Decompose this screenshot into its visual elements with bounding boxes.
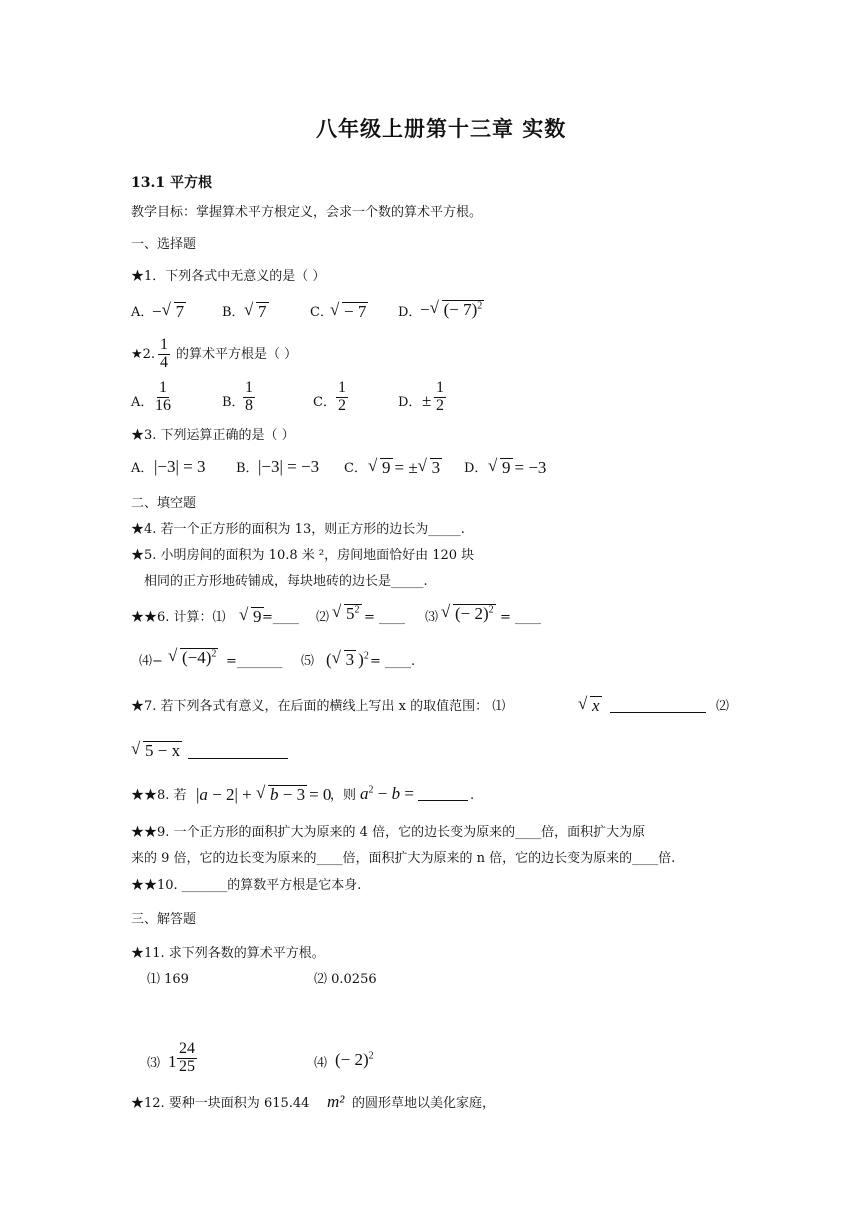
page-title: 八年级上册第十三章 实数: [316, 116, 567, 141]
q11-part3-whole: 1: [168, 1052, 177, 1071]
q6-part5-label: ⑸: [301, 654, 315, 669]
q2-option-d-pm: ±: [422, 391, 432, 410]
q6-part4-label: ⑷−: [139, 654, 163, 669]
q8-blank: [418, 787, 468, 801]
q7-part1-expr: [578, 696, 604, 714]
section-heading: 13.1 平方根: [131, 175, 212, 191]
q1-option-a-label: A．: [131, 305, 154, 320]
q3-option-c-label: C．: [344, 461, 367, 476]
question-9-line1: ★★9. 一个正方形的面积扩大为原来的 4 倍，它的边长变为原来的____倍，面积扩大为原: [131, 825, 646, 840]
q3-option-b-expr: |−3| = −3: [258, 457, 320, 476]
q2-option-a-label: A．: [131, 395, 154, 410]
question-6-stem: ★★6. 计算：⑴: [131, 610, 226, 625]
q1-option-c-label: C．: [310, 305, 333, 320]
q2-option-a-frac: [153, 380, 173, 415]
q6-part5-blank: = ____.: [370, 654, 416, 669]
q7-part1-blank: [610, 699, 706, 713]
q1-option-d-label: D．: [398, 305, 422, 320]
q8-expression-2: $a^2 - b$ =: [360, 784, 414, 803]
q6-part3-blank: = ____: [500, 610, 542, 625]
part-heading-choice: 一、选择题: [131, 237, 197, 252]
q6-part1-expr: √ 9: [239, 607, 266, 625]
q2-c-num: 1: [338, 379, 346, 396]
q11-part3-frac: [177, 1041, 197, 1076]
q2-b-den: 8: [245, 396, 253, 414]
q2-fraction-den: 4: [160, 353, 168, 371]
q2-option-d-label: D．: [398, 395, 422, 410]
q11-part1: ⑴ 169: [147, 972, 189, 987]
q7-part2-blank: [188, 745, 288, 759]
part-heading-answer: 三、解答题: [131, 912, 197, 927]
q3-option-a-label: A．: [131, 461, 154, 476]
q2-option-b-frac: [243, 380, 255, 415]
q11-p3-num: 24: [179, 1040, 195, 1057]
q2-b-num: 1: [245, 379, 253, 396]
q2-fraction-num: 1: [160, 336, 168, 353]
q1-option-d-expr: −√ (− 7)$^2$: [420, 300, 486, 318]
q7-part2-expr: [131, 741, 184, 759]
q8-end: .: [470, 788, 475, 803]
q11-p3-den: 25: [179, 1057, 195, 1075]
question-5-line2: 相同的正方形地砖铺成，每块地砖的边长是_____.: [144, 574, 428, 589]
q2-option-c-label: C．: [313, 395, 336, 410]
q7-part1-radicand: x: [592, 696, 600, 715]
q6-part2-expr: √ $5^2$: [332, 604, 364, 622]
q2-fraction: [158, 337, 170, 372]
question-8-star: ★★8. 若: [131, 788, 187, 803]
q6-part2-label: ⑵: [316, 610, 330, 625]
q8-mid: ，则: [330, 788, 357, 803]
q6-part1-blank: =____: [262, 610, 299, 625]
q6-part2-blank: = ____: [364, 610, 406, 625]
q6-part3-expr: √ (− 2)$^2$: [441, 604, 498, 622]
teaching-objective: 教学目标：掌握算术平方根定义，会求一个数的算术平方根。: [131, 205, 483, 220]
question-4: ★4. 若一个正方形的面积为 13，则正方形的边长为_____.: [131, 522, 465, 537]
q2-c-den: 2: [338, 396, 346, 414]
question-2-stem: 的算术平方根是（ ）: [176, 347, 298, 362]
q6-part4-blank: =_______: [226, 654, 283, 669]
q1-option-b-expr: √ 7: [244, 302, 271, 320]
q3-option-b-label: B．: [236, 461, 259, 476]
part-heading-fill: 二、填空题: [131, 496, 197, 511]
question-3-stem: ★3. 下列运算正确的是（ ）: [131, 428, 295, 443]
q2-a-num: 1: [159, 379, 167, 396]
question-10: ★★10. _______的算数平方根是它本身.: [131, 878, 362, 893]
q2-option-d-frac: [434, 380, 446, 415]
q2-d-num: 1: [436, 379, 444, 396]
q1-option-b-label: B．: [222, 305, 245, 320]
q3-option-d-expr: √ 9 = −3: [488, 458, 546, 476]
q6-part4-expr: √ $(-4)^2$: [168, 648, 220, 666]
question-1-stem: ★1．下列各式中无意义的是（ ）: [131, 269, 326, 284]
q8-expression: |a − 2| + √ b − 3 = 0: [196, 785, 331, 803]
question-12: ★12. 要种一块面积为 615.44: [131, 1096, 310, 1111]
q2-option-c-frac: [336, 380, 348, 415]
question-12-tail: 的圆形草地以美化家庭，: [352, 1096, 496, 1111]
question-7-stem: ★7. 若下列各式有意义，在后面的横线上写出 x 的取值范围： ⑴: [131, 699, 506, 714]
q11-part2: ⑵ 0.0256: [314, 972, 377, 987]
question-5-line1: ★5. 小明房间的面积为 10.8 米 ²，房间地面恰好由 120 块: [131, 548, 475, 563]
q11-part4-label: ⑷: [314, 1056, 328, 1071]
q1-option-a-expr: −√ 7: [152, 302, 188, 320]
q3-option-d-label: D．: [464, 461, 488, 476]
q7-part2-radicand: 5 − x: [145, 741, 181, 760]
q3-option-c-expr: √ 9 = ±√ 3: [368, 458, 444, 476]
q6-part3-label: ⑶: [425, 610, 439, 625]
q12-unit: m²: [327, 1092, 345, 1111]
q11-part4-expr: (− 2)$^2$: [335, 1050, 374, 1069]
q7-part2-label: ⑵: [716, 699, 730, 714]
q6-part5-expr: (√ 3 )$^2$: [326, 650, 369, 668]
question-2-star: ★2.: [131, 347, 156, 362]
q2-option-b-label: B．: [222, 395, 245, 410]
question-11-stem: ★11. 求下列各数的算术平方根。: [131, 946, 325, 961]
q1-option-c-expr: √ − 7: [330, 302, 370, 320]
q2-a-den: 16: [155, 396, 171, 414]
q3-option-a-expr: |−3| = 3: [154, 457, 206, 476]
q11-part3-label: ⑶: [147, 1056, 161, 1071]
q2-d-den: 2: [436, 396, 444, 414]
question-9-line2: 来的 9 倍，它的边长变为原来的____倍，面积扩大为原来的 n 倍，它的边长变为原来的____倍.: [131, 851, 676, 866]
